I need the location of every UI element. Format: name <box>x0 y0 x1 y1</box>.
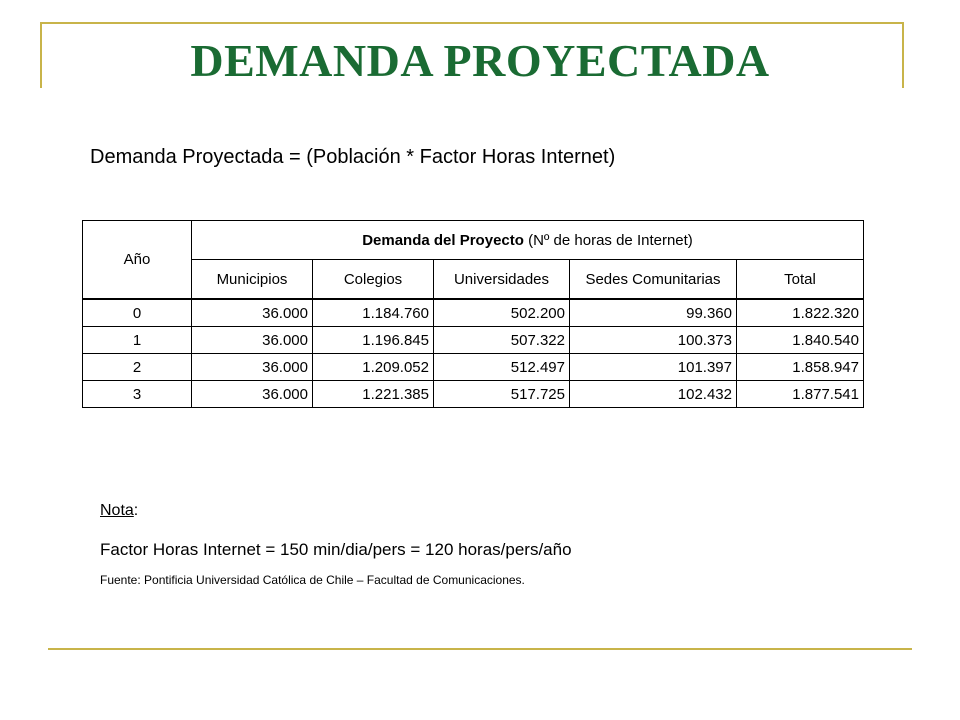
value-cell: 507.322 <box>434 327 570 354</box>
value-cell: 36.000 <box>192 327 313 354</box>
value-cell: 1.221.385 <box>313 381 434 408</box>
year-cell: 3 <box>83 381 192 408</box>
group-header-bold: Demanda del Proyecto <box>362 231 524 249</box>
table-row <box>83 381 864 408</box>
value-cell: 36.000 <box>192 299 313 327</box>
value-cell: 1.840.540 <box>737 327 864 354</box>
value-cell: 36.000 <box>192 354 313 381</box>
value-cell: 502.200 <box>434 299 570 327</box>
col-header-total: Total <box>737 260 864 300</box>
value-cell: 36.000 <box>192 381 313 408</box>
value-cell: 1.209.052 <box>313 354 434 381</box>
table-row <box>83 299 864 327</box>
col-header-colegios: Colegios <box>313 260 434 300</box>
source-text: Fuente: Pontificia Universidad Católica de Chile – Facultad de Comunicaciones. <box>100 573 525 587</box>
value-cell: 1.822.320 <box>737 299 864 327</box>
top-accent-line <box>40 22 904 24</box>
value-cell: 99.360 <box>570 299 737 327</box>
year-cell: 2 <box>83 354 192 381</box>
table-row <box>83 354 864 381</box>
demand-table <box>82 220 864 408</box>
note-label: Nota <box>100 502 134 519</box>
column-header-row <box>83 260 864 300</box>
value-cell: 517.725 <box>434 381 570 408</box>
value-cell: 1.877.541 <box>737 381 864 408</box>
group-header <box>192 221 864 260</box>
formula-text: Demanda Proyectada = (Población * Factor Horas Internet) <box>90 146 616 168</box>
note-heading: Nota: <box>100 502 139 519</box>
table-row <box>83 327 864 354</box>
factor-text: Factor Horas Internet = 150 min/dia/pers = 120 horas/pers/año <box>100 540 572 559</box>
value-cell: 101.397 <box>570 354 737 381</box>
col-header-municipios: Municipios <box>192 260 313 300</box>
year-cell: 0 <box>83 299 192 327</box>
bottom-accent-line <box>48 648 912 650</box>
value-cell: 1.184.760 <box>313 299 434 327</box>
group-header-rest: (Nº de horas de Internet) <box>523 231 693 249</box>
year-cell: 1 <box>83 327 192 354</box>
year-header: Año <box>83 221 192 300</box>
slide-title: DEMANDA PROYECTADA <box>190 35 770 86</box>
value-cell: 1.858.947 <box>737 354 864 381</box>
value-cell: 512.497 <box>434 354 570 381</box>
group-header-row <box>83 221 864 260</box>
col-header-universidades: Universidades <box>434 260 570 300</box>
value-cell: 100.373 <box>570 327 737 354</box>
col-header-sedes: Sedes Comunitarias <box>570 260 737 300</box>
value-cell: 102.432 <box>570 381 737 408</box>
value-cell: 1.196.845 <box>313 327 434 354</box>
